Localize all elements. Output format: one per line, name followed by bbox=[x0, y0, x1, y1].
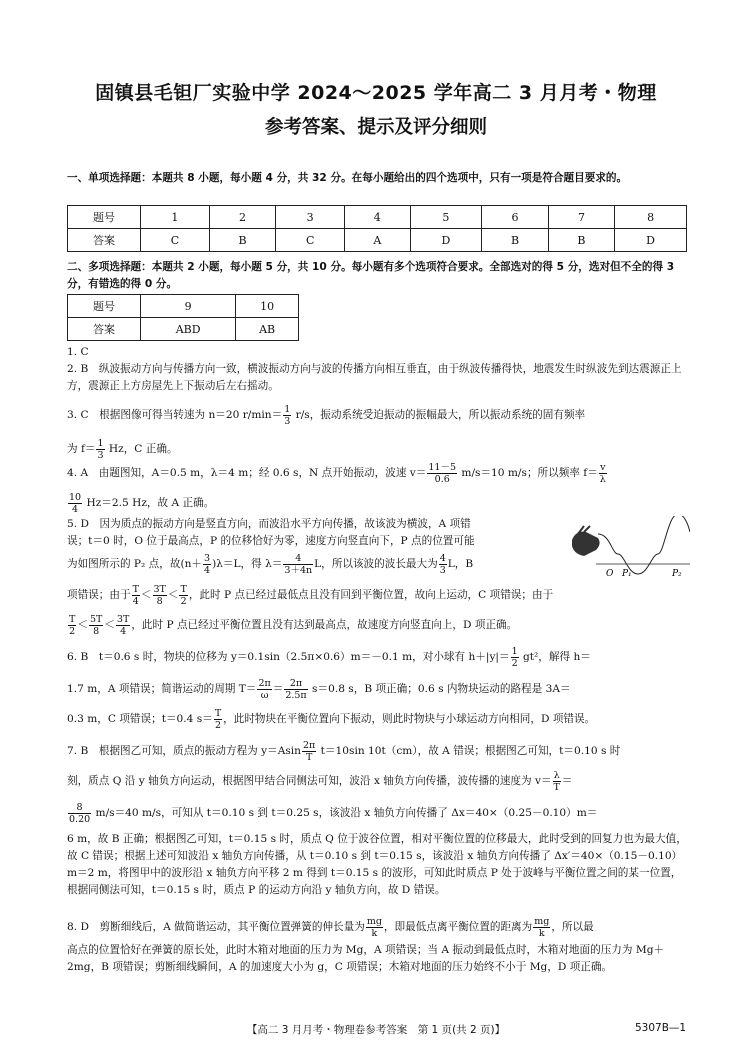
answer-q7-line2: 刻，质点 Q 沿 y 轴负方向运动，根据图甲结合同侧法可知，波沿 x 轴负方向传播，波传播的速度为 v＝ $\frac{\lambda}{T}$ ＝ bbox=[67, 769, 573, 793]
table-row-numbers bbox=[68, 295, 299, 318]
answer-cell: C bbox=[276, 229, 345, 252]
answer-cell: B bbox=[482, 229, 548, 252]
answer-cell: C bbox=[141, 229, 210, 252]
answer-q5-line2: 误；t＝0 时，O 位于最高点，P 的位移恰好为零，速度方向竖直向下，P 点的位置可能 bbox=[67, 535, 475, 547]
page-subtitle: 参考答案、提示及评分细则 bbox=[264, 117, 487, 138]
question-number-cell: 3 bbox=[276, 206, 345, 229]
answer-q2: 2. B 纵波振动方向与传播方向一致，横波振动方向与波的传播方向相互垂直，由于纵波传播得快，地震发生时纵波先到达震源正上方，震源正上方房屋先上下振动后左右摇动。 bbox=[67, 363, 682, 392]
label-p1: P₁ bbox=[622, 569, 632, 579]
answer-cell: B bbox=[548, 229, 614, 252]
table-row-numbers bbox=[68, 206, 687, 229]
answer-cell: D bbox=[410, 229, 482, 252]
table-header-cell: 答案 bbox=[68, 229, 141, 252]
wave-hand-figure bbox=[566, 516, 690, 580]
answer-cell: A bbox=[345, 229, 410, 252]
answer-q5-line1: 5. D 因为质点的振动方向是竖直方向，而波沿水平方向传播，故该波为横波，A 项错 bbox=[67, 518, 471, 530]
answer-q5-line5: $\frac{T}{2}$ ＜ $\frac{5T}{8}$ ＜ $\frac{3T}{4}$ ，此时 P 点已经过平衡位置且没有达到最高点，故速度方向竖直向上，D 项正确。 bbox=[69, 613, 518, 637]
multi-choice-answer-table bbox=[67, 294, 299, 341]
question-number-cell: 7 bbox=[548, 206, 614, 229]
table-row-answers bbox=[68, 229, 687, 252]
answer-q8-rest: 高点的位置恰好在弹簧的原长处，此时木箱对地面的压力为 Mg，A 项错误；当 A 振动到最低点时，木箱对地面的压力为 Mg＋2mg，B 项错误；剪断细线瞬间，A 的加速度大小为 g，C 项错误；木箱对地面的压力始终不小于 Mg，D 项正确。 bbox=[67, 944, 665, 973]
answer-cell: B bbox=[209, 229, 275, 252]
section1-heading: 一、单项选择题：本题共 8 小题，每小题 4 分，共 32 分。在每小题给出的四个选项中，只有一项是符合题目要求的。 bbox=[67, 172, 628, 184]
answer-cell: AB bbox=[236, 318, 299, 341]
answer-cell: D bbox=[615, 229, 687, 252]
answer-q6-line3: 0.3 m，C 项错误；t＝0.4 s＝ $\frac{T}{2}$ ，此时物块在平衡位置向下振动，则此时物块与小球运动方向相同，D 项错误。 bbox=[67, 707, 596, 731]
question-number-cell: 4 bbox=[345, 206, 410, 229]
table-header-cell: 题号 bbox=[68, 295, 141, 318]
hand-icon bbox=[572, 526, 600, 556]
question-number-cell: 6 bbox=[482, 206, 548, 229]
page-footer: 【高二 3 月月考・物理卷参考答案 第 1 页(共 2 页)】 bbox=[246, 1024, 506, 1036]
answer-q3: 3. C 根据图像可得当转速为 n＝20 r/min＝ $\frac{1}{3}$ r/s，振动系统受迫振动的振幅最大，所以振动系统的固有频率 为 f＝ $\frac{1}{3}$ Hz，C 正确。 bbox=[67, 403, 586, 461]
answer-q6-line2: 1.7 m，A 项错误；简谐运动的周期 T＝ $\frac{2\pi}{\omega}$ ＝ $\frac{2\pi}{2.5\pi}$ s＝0.8 s，B 项正确；0.6 s 内物块运动的路程是 3A＝ bbox=[67, 677, 571, 701]
question-number-cell: 2 bbox=[209, 206, 275, 229]
answer-q8-line1: 8. D 剪断细线后，A 做简谐运动，其平衡位置弹簧的伸长量为 $\frac{mg}{k}$ ，即最低点离平衡位置的距离为 $\frac{mg}{k}$ ，所以最 bbox=[67, 915, 594, 939]
answer-q7-rest: 6 m，故 B 正确；根据图乙可知，t＝0.15 s 时，质点 Q 位于波谷位置，相对平衡位置的位移最大，此时受到的回复力也为最大值，故 C 错误；根据上述可知波沿 x 轴负方向传播，从 t＝0.10 s 到 t＝0.15 s，该波沿 x 轴负方向传播了 Δx′＝40×（0.15－0.10）m＝2 m，将图甲中的波形沿 x 轴负方向平移 2 m 得到 t＝0.15 s 的波形，可知此时质点 P 处于波峰与平衡位置之间的某一位置，根据同侧法可知，t＝0.15 s 时，质点 P 的运动方向沿 y 轴负方向，故 D 错误。 bbox=[67, 833, 687, 896]
label-p2: P₂ bbox=[672, 569, 682, 579]
single-choice-answer-table bbox=[67, 205, 687, 252]
doc-code: 5307B—1 bbox=[635, 1022, 687, 1034]
page-title: 固镇县毛钽厂实验中学 2024～2025 学年高二 3 月月考・物理 bbox=[95, 82, 657, 104]
table-header-cell: 题号 bbox=[68, 206, 141, 229]
question-number-cell: 10 bbox=[236, 295, 299, 318]
answer-q7-line3: $\frac{8}{0.20}$ m/s＝40 m/s，可知从 t＝0.10 s 到 t＝0.25 s，该波沿 x 轴负方向传播了 Δx＝40×（0.25－0.10）m＝ bbox=[69, 801, 598, 825]
answer-q5-line3: 为如图所示的 P₂ 点，故(n＋ $\frac{3}{4}$ )λ＝L，得 λ＝ $\frac{4}{3+4n}$ L，所以该波的波长最大为 $\frac{4}{3}$ L，B bbox=[67, 552, 474, 576]
table-header-cell: 答案 bbox=[68, 318, 141, 341]
answer-q6-line1: 6. B t＝0.6 s 时，物块的位移为 y＝0.1sin（2.5π×0.6）m＝－0.1 m，对小球有 h＋|y|＝ $\frac{1}{2}$ gt²，解得 h＝ bbox=[67, 645, 591, 669]
label-o: O bbox=[606, 569, 614, 579]
answer-cell: ABD bbox=[141, 318, 236, 341]
question-number-cell: 1 bbox=[141, 206, 210, 229]
table-row-answers bbox=[68, 318, 299, 341]
wave-curve bbox=[598, 516, 690, 574]
question-number-cell: 8 bbox=[615, 206, 687, 229]
question-number-cell: 5 bbox=[410, 206, 482, 229]
answer-q7-line1: 7. B 根据图乙可知，质点的振动方程为 y＝Asin $\frac{2\pi}{T}$ t＝10sin 10t（cm），故 A 错误；根据图乙可知，t＝0.10 s 时 bbox=[67, 739, 621, 763]
question-number-cell: 9 bbox=[141, 295, 236, 318]
answer-q1: 1. C bbox=[67, 346, 89, 358]
answer-q4: 4. A 由题图知，A＝0.5 m，λ＝4 m；经 0.6 s，N 点开始振动，波速 v＝ $\frac{11-5}{0.6}$ m/s＝10 m/s；所以频率 f＝ $\frac{v}{\lambda}$ $\frac{10}{4}$ Hz＝2.5 Hz，故 A 正确。 bbox=[67, 461, 606, 515]
section2-heading: 二、多项选择题：本题共 2 小题，每小题 5 分，共 10 分。每小题有多个选项符合要求。全部选对的得 5 分，选对但不全的得 3 分，有错选的得 0 分。 bbox=[67, 261, 675, 290]
answer-q5-line4: 项错误；由于 $\frac{T}{4}$ ＜ $\frac{3T}{8}$ ＜ $\frac{T}{2}$ ，此时 P 点已经过最低点且没有回到平衡位置，故向上运动，C 项错误；由于 bbox=[67, 583, 554, 607]
